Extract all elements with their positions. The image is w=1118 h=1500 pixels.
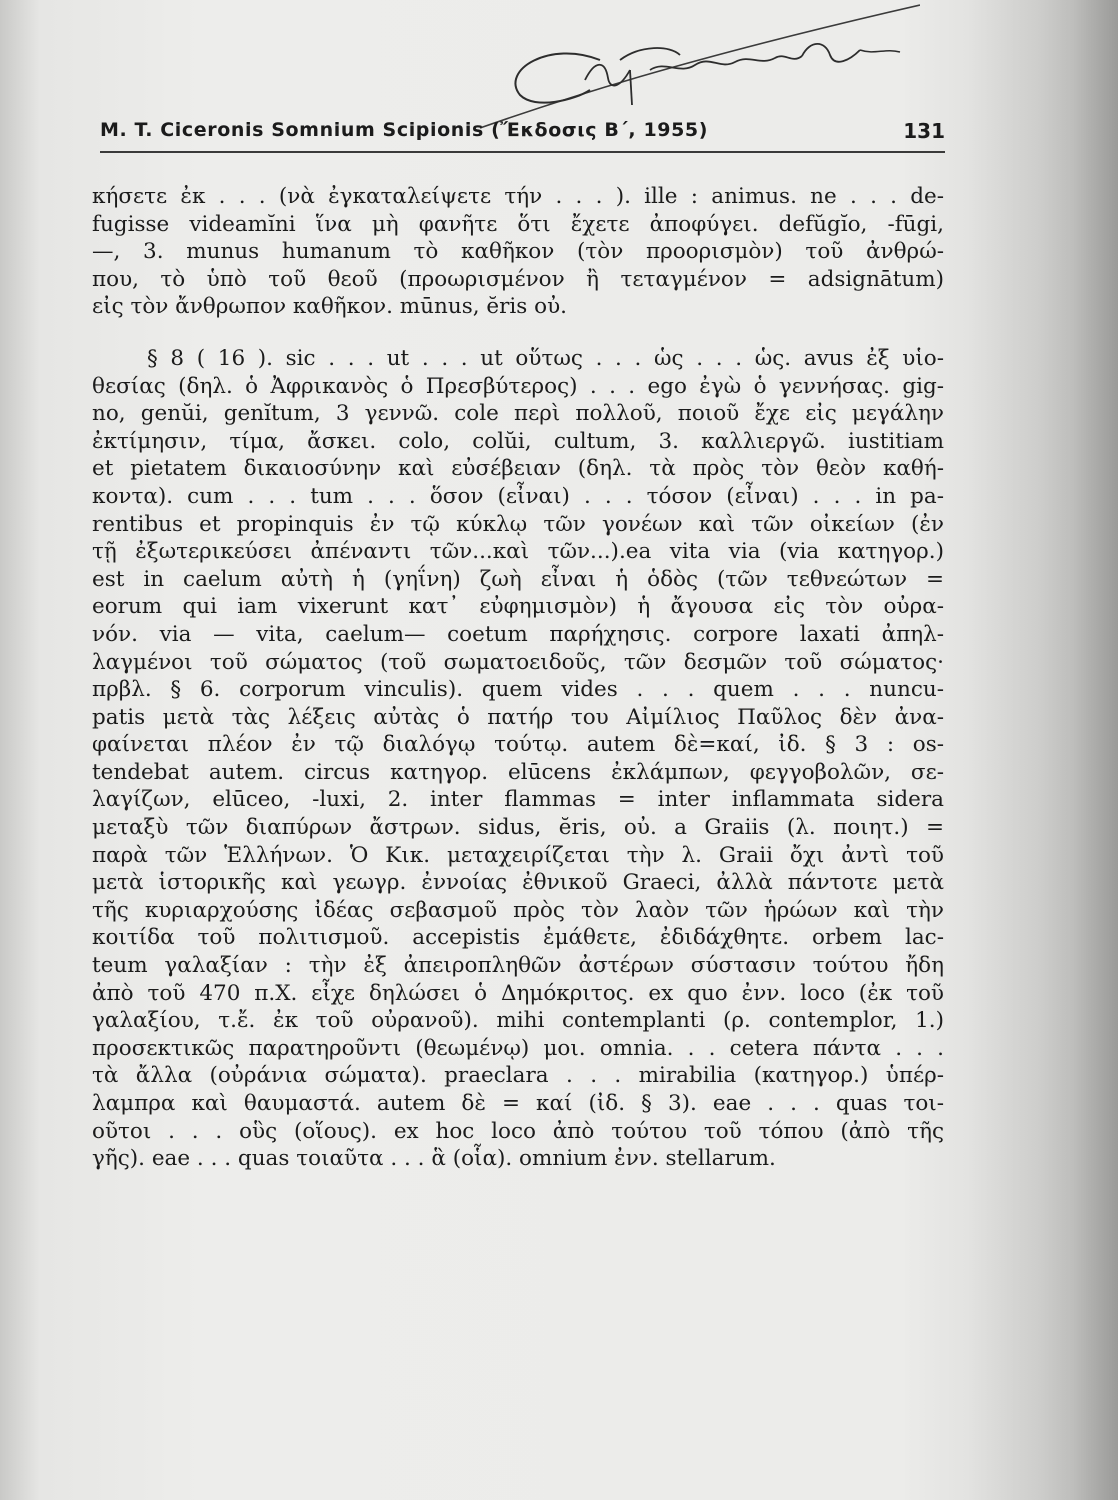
text-line: —, 3. munus humanum τὸ καθῆκον (τὸν προορισμὸν) τοῦ ἀνθρώ- <box>92 239 944 265</box>
text-line: φαίνεται πλέον ἐν τῷ διαλόγῳ τούτῳ. autem δὲ=καί, ἰδ. § 3 : os- <box>92 732 944 758</box>
text-line: κήσετε ἐκ . . . (νὰ ἐγκαταλείψετε τήν . . . ). ille : animus. ne . . . de- <box>92 184 944 209</box>
text-line: οῦτοι . . . οὓς (οἵους). ex hoc loco ἀπὸ τούτου τοῦ τόπου (ἀπὸ τῆς <box>92 1118 944 1144</box>
text-line: λαμπρα καὶ θαυμαστά. autem δὲ = καί (ἰδ. § 3). eae . . . quas τοι- <box>92 1091 944 1116</box>
text-line: εἰς τὸν ἄνθρωπον καθῆκον. mūnus, ĕris οὐ. <box>92 294 567 320</box>
running-title: M. T. Ciceronis Somnium Scipionis (Ἔκδοσις Β΄, 1955) <box>100 119 709 141</box>
text-line: μεταξὺ τῶν διαπύρων ἄστρων. sidus, ĕris, οὐ. a Graiis (λ. ποιητ.) = <box>92 815 944 841</box>
text-line: θεσίας (δηλ. ὁ Ἀφρικανὸς ὁ Πρεσβύτερος) . . . ego ἐγὼ ὁ γεννήσας. gig- <box>92 373 944 399</box>
text-line: λαγίζων, elūceo, -luxi, 2. inter flammas = inter inflammata sidera <box>92 787 944 813</box>
text-line: λαγμένοι τοῦ σώματος (τοῦ σωματοειδοῦς, τῶν δεσμῶν τοῦ σώματος· <box>92 649 944 675</box>
paragraph-2 <box>92 345 944 1173</box>
text-line: est in caelum αὐτὴ ἡ (γηΐνη) ζωὴ εἶναι ἡ ὁδὸς (τῶν τεθνεώτων = <box>92 566 944 592</box>
text-line: μετὰ ἱστορικῆς καὶ γεωγρ. ἐννοίας ἐθνικοῦ Graeci, ἀλλὰ πάντοτε μετὰ <box>92 870 944 896</box>
text-line: et pietatem δικαιοσύνην καὶ εὐσέβειαν (δηλ. τὰ πρὸς τὸν θεὸν καθή- <box>92 456 944 482</box>
text-line: ἐκτίμησιν, τίμα, ἄσκει. colo, colŭi, cultum, 3. καλλιεργῶ. iustitiam <box>92 428 944 454</box>
text-line: rentibus et propinquis ἐν τῷ κύκλῳ τῶν γονέων καὶ τῶν οἰκείων (ἐν <box>92 511 944 537</box>
page-edge-shadow <box>968 0 1118 1500</box>
page-number: 131 <box>903 119 945 143</box>
text-line: κοιτίδα τοῦ πολιτισμοῦ. accepistis ἐμάθετε, ἐδιδάχθητε. orbem lac- <box>92 925 944 951</box>
text-line: γῆς). eae . . . quas τοιαῦτα . . . ἃ (οἷα). omnium ἐνν. stellarum. <box>92 1146 776 1172</box>
text-line: § 8 ( 16 ). sic . . . ut . . . ut οὕτως . . . ὡς . . . ὡς. avus ἐξ υἱο- <box>147 345 944 371</box>
text-line: τῇ ἐξωτερικεύσει ἀπέναντι τῶν...καὶ τῶν...).ea vita via (via κατηγορ.) <box>92 539 944 565</box>
text-line: γαλαξίου, τ.ἔ. ἐκ τοῦ οὐρανοῦ). mihi contemplanti (ρ. contemplor, 1.) <box>92 1008 944 1034</box>
paragraph-gap <box>92 321 944 345</box>
text-line: που, τὸ ὑπὸ τοῦ θεοῦ (προωρισμένον ἢ τεταγμένον = adsignātum) <box>92 266 944 292</box>
text-line: τῆς κυριαρχούσης ἰδέας σεβασμοῦ πρὸς τὸν λαὸν τῶν ἡρώων καὶ τὴν <box>92 897 944 923</box>
text-line: fugisse videamĭni ἵνα μὴ φανῆτε ὅτι ἔχετε ἀποφύγει. defŭgĭo, -fūgi, <box>92 211 944 237</box>
text-line: no, genŭi, genĭtum, 3 γεννῶ. cole περὶ πολλοῦ, ποιοῦ ἔχε εἰς μεγάλην <box>92 401 944 427</box>
text-line: ἀπὸ τοῦ 470 π.Χ. εἶχε δηλώσει ὁ Δημόκριτος. ex quo ἐνν. loco (ἐκ τοῦ <box>92 980 944 1006</box>
commentary-body <box>92 183 944 1173</box>
running-header <box>100 115 945 149</box>
text-line: τὰ ἄλλα (οὐράνια σώματα). praeclara . . . mirabilia (κατηγορ.) ὑπέρ- <box>92 1063 944 1089</box>
text-line: teum γαλαξίαν : τὴν ἐξ ἀπειροπληθῶν ἀστέρων σύστασιν τούτου ἤδη <box>92 953 944 979</box>
text-line: κοντα). cum . . . tum . . . ὅσον (εἶναι) . . . τόσον (εἶναι) . . . in pa- <box>92 483 944 509</box>
header-rule <box>100 151 945 153</box>
text-line: patis μετὰ τὰς λέξεις αὐτὰς ὁ πατήρ του Αἰμίλιος Παῦλος δὲν ἀνα- <box>92 704 944 730</box>
text-line: νόν. via — vita, caelum— coetum παρήχησις. corpore laxati ἀπηλ- <box>92 621 944 647</box>
text-line: πρβλ. § 6. corporum vinculis). quem vides . . . quem . . . nuncu- <box>92 677 944 703</box>
text-line: προσεκτικῶς παρατηροῦντι (θεωμένῳ) μοι. omnia. . . cetera πάντα . . . <box>92 1035 944 1061</box>
text-line: tendebat autem. circus κατηγορ. elūcens ἐκλάμπων, φεγγοβολῶν, σε- <box>92 759 944 785</box>
text-line: παρὰ τῶν Ἑλλήνων. Ὁ Κικ. μεταχειρίζεται τὴν λ. Graii ὄχι ἀντὶ τοῦ <box>92 842 944 868</box>
handwritten-signature <box>480 0 920 130</box>
paragraph-1 <box>92 183 944 321</box>
text-line: eorum qui iam vixerunt κατ᾽ εὐφημισμὸν) ἡ ἄγουσα εἰς τὸν οὐρα- <box>92 594 944 620</box>
